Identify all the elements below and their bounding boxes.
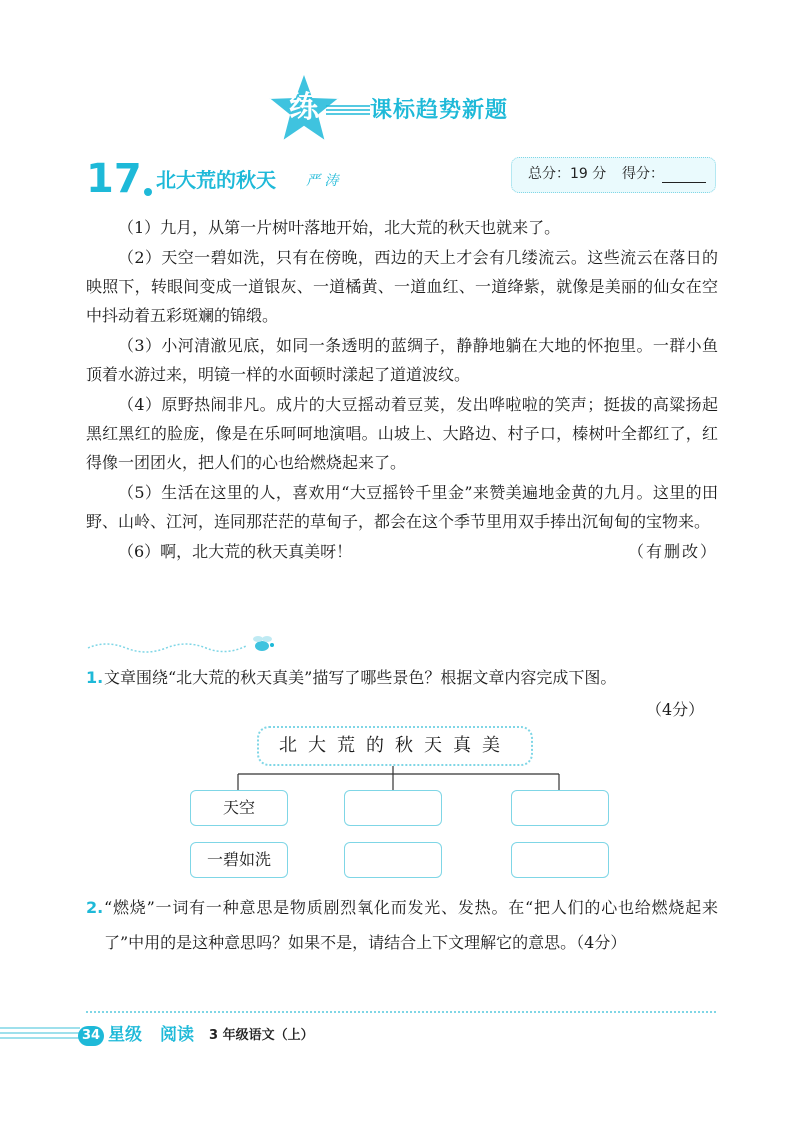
article-paragraph: （1）九月，从第一片树叶落地开始，北大荒的秋天也就来了。 xyxy=(118,218,561,237)
diagram-leaf-sky-detail: 一碧如洗 xyxy=(190,842,288,878)
question-2-number: 2. xyxy=(86,898,104,917)
article-paragraph: （2）天空一碧如洗，只有在傍晚，西边的天上才会有几缕流云。这些流云在落日的映照下，转眼间变成一道银灰、一道橘黄、一道血红、一道绛紫，就像是美丽的仙女在空中抖动着五彩斑斓的锦缎。 xyxy=(86,248,718,325)
banner-badge-text: 练 xyxy=(289,90,319,125)
footer-stripes-decoration xyxy=(0,1024,80,1044)
article-last-paragraph xyxy=(86,537,718,566)
answer-box[interactable] xyxy=(511,842,609,878)
score-total: 总分：19 分 xyxy=(528,166,607,182)
question-1-points: （4分） xyxy=(646,700,705,719)
lesson-title: 北大荒的秋天 xyxy=(156,168,276,192)
diagram-root-text: 北大荒的秋天真美 xyxy=(279,735,511,756)
diagram-leaf-sky: 天空 xyxy=(190,790,288,826)
article-paragraph: （5）生活在这里的人，喜欢用“大豆摇铃千里金”来赞美遍地金黄的九月。这里的田野、山岭、江河，连同那茫茫的草甸子，都会在这个季节里用双手捧出沉甸甸的宝物来。 xyxy=(86,483,718,531)
lesson-number: 17 xyxy=(86,156,142,202)
article-paragraph: （3）小河清澈见底，如同一条透明的蓝绸子，静静地躺在大地的怀抱里。一群小鱼顶着水游过来，明镜一样的水面顿时漾起了道道波纹。 xyxy=(86,336,718,384)
answer-line[interactable] xyxy=(86,1011,716,1013)
banner-lines-decoration xyxy=(326,104,370,116)
answer-box[interactable] xyxy=(344,790,442,826)
banner-title: 课标趋势新题 xyxy=(370,98,509,123)
article-body xyxy=(86,213,718,566)
lesson-author: 严 涛 xyxy=(306,173,339,189)
grade-label: 3 年级语文（上） xyxy=(209,1028,314,1043)
question-2-text: “燃烧”一词有一种意思是物质剧烈氧化而发光、发热。在“把人们的心也给燃烧起来了”中用的是这种意思吗？如果不是，请结合上下文理解它的意思。（4分） xyxy=(104,898,718,952)
score-gained-label: 得分： xyxy=(622,166,664,182)
lesson-dot xyxy=(144,188,152,196)
page-number: 34 xyxy=(78,1026,104,1046)
article-paragraph: （6）啊，北大荒的秋天真美呀！ xyxy=(118,542,353,561)
bee-divider-icon xyxy=(86,636,276,656)
brand-name: 星级 xyxy=(108,1025,142,1045)
edit-note: （有删改） xyxy=(627,542,718,561)
score-blank-field[interactable] xyxy=(662,182,706,183)
answer-box[interactable] xyxy=(344,842,442,878)
answer-box[interactable] xyxy=(511,790,609,826)
article-paragraph: （4）原野热闹非凡。成片的大豆摇动着豆荚，发出哗啦啦的笑声；挺拔的高粱扬起黑红黑红的脸庞，像是在乐呵呵地演唱。山坡上、大路边、村子口，榛树叶全都红了，红得像一团团火，把人们的心也给燃烧起来了。 xyxy=(86,395,718,472)
question-1-number: 1. xyxy=(86,668,104,687)
question-1-text: 文章围绕“北大荒的秋天真美”描写了哪些景色？根据文章内容完成下图。 xyxy=(104,668,617,687)
brand-read: 阅读 xyxy=(160,1025,194,1045)
